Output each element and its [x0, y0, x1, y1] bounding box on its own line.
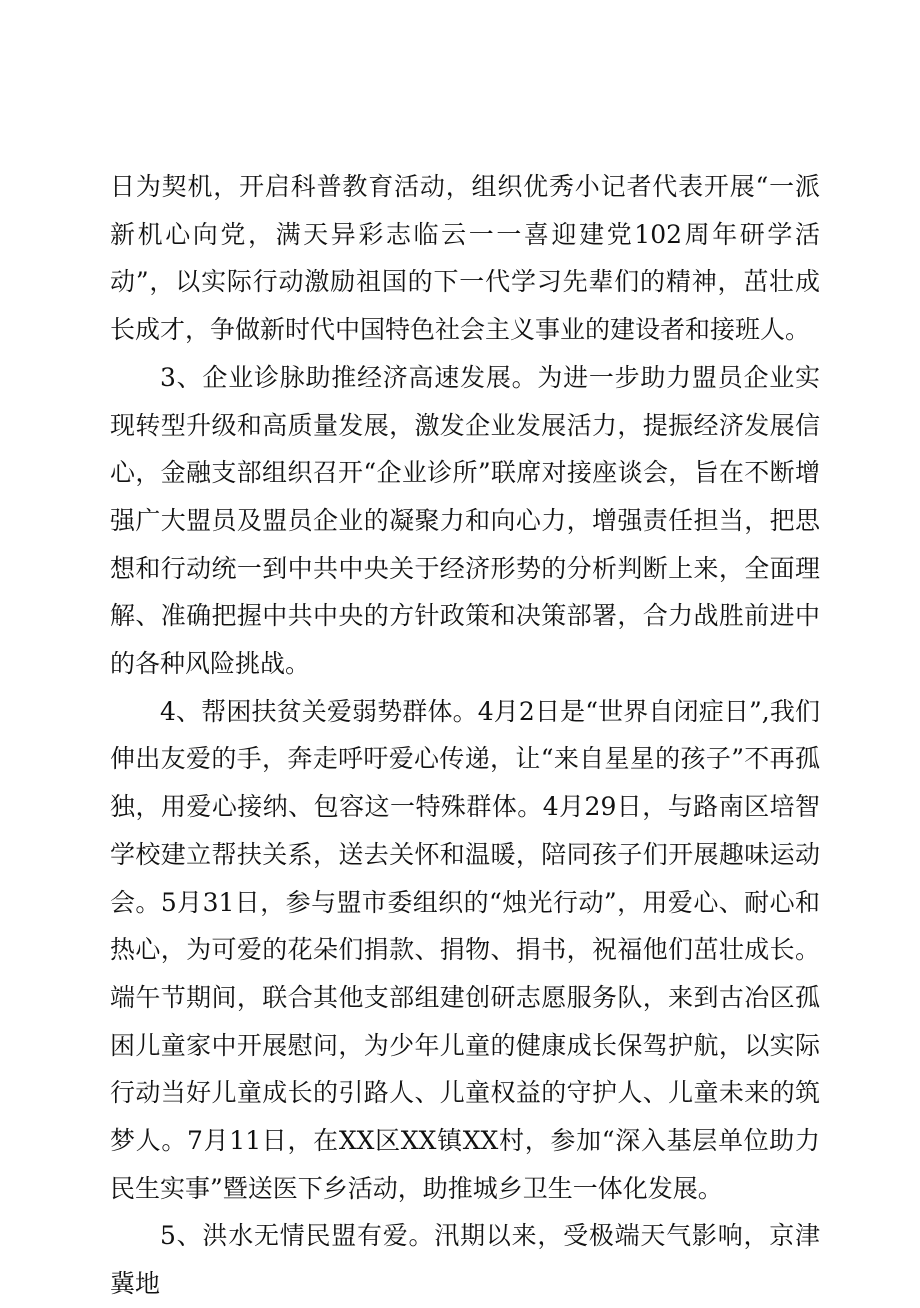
paragraph-item-3: 3、企业诊脉助推经济高速发展。为进一步助力盟员企业实现转型升级和高质量发展，激发企业发展活力，提振经济发展信心，金融支部组织召开“企业诊所”联席对接座谈会，旨在不断增强广大盟员及盟员企业的凝聚力和向心力，增强责任担当，把思想和行动统一到中共中央关于经济形势的分析判断上来，全面理解、准确把握中共中央的方针政策和决策部署，合力战胜前进中的各种风险挑战。 [110, 362, 820, 679]
document-body [110, 163, 820, 1308]
paragraph-item-4: 4、帮困扶贫关爱弱势群体。4月2日是“世界自闭症日”,我们伸出友爱的手，奔走呼吁爱心传递，让“来自星星的孩子”不再孤独，用爱心接纳、包容这一特殊群体。4月29日，与路南区培智学校建立帮扶关系，送去关怀和温暖，陪同孩子们开展趣味运动会。5月31日，参与盟市委组织的“烛光行动”，用爱心、耐心和热心，为可爱的花朵们捐款、捐物、捐书，祝福他们茁壮成长。端午节期间，联合其他支部组建创研志愿服务队，来到古冶区孤困儿童家中开展慰问，为少年儿童的健康成长保驾护航，以实际行动当好儿童成长的引路人、儿童权益的守护人、儿童未来的筑梦人。7月11日，在XX区XX镇XX村，参加“深入基层单位助力民生实事”暨送医下乡活动，助推城乡卫生一体化发展。 [110, 696, 820, 1203]
paragraph-continuation: 日为契机，开启科普教育活动，组织优秀小记者代表开展“一派新机心向党，满天异彩志临云一一喜迎建党102周年研学活动”，以实际行动激励祖国的下一代学习先辈们的精神，茁壮成长成才，争做新时代中国特色社会主义事业的建设者和接班人。 [110, 172, 820, 345]
paragraph-item-5: 5、洪水无情民盟有爱。汛期以来，受极端天气影响，京津冀地 [110, 1221, 820, 1299]
